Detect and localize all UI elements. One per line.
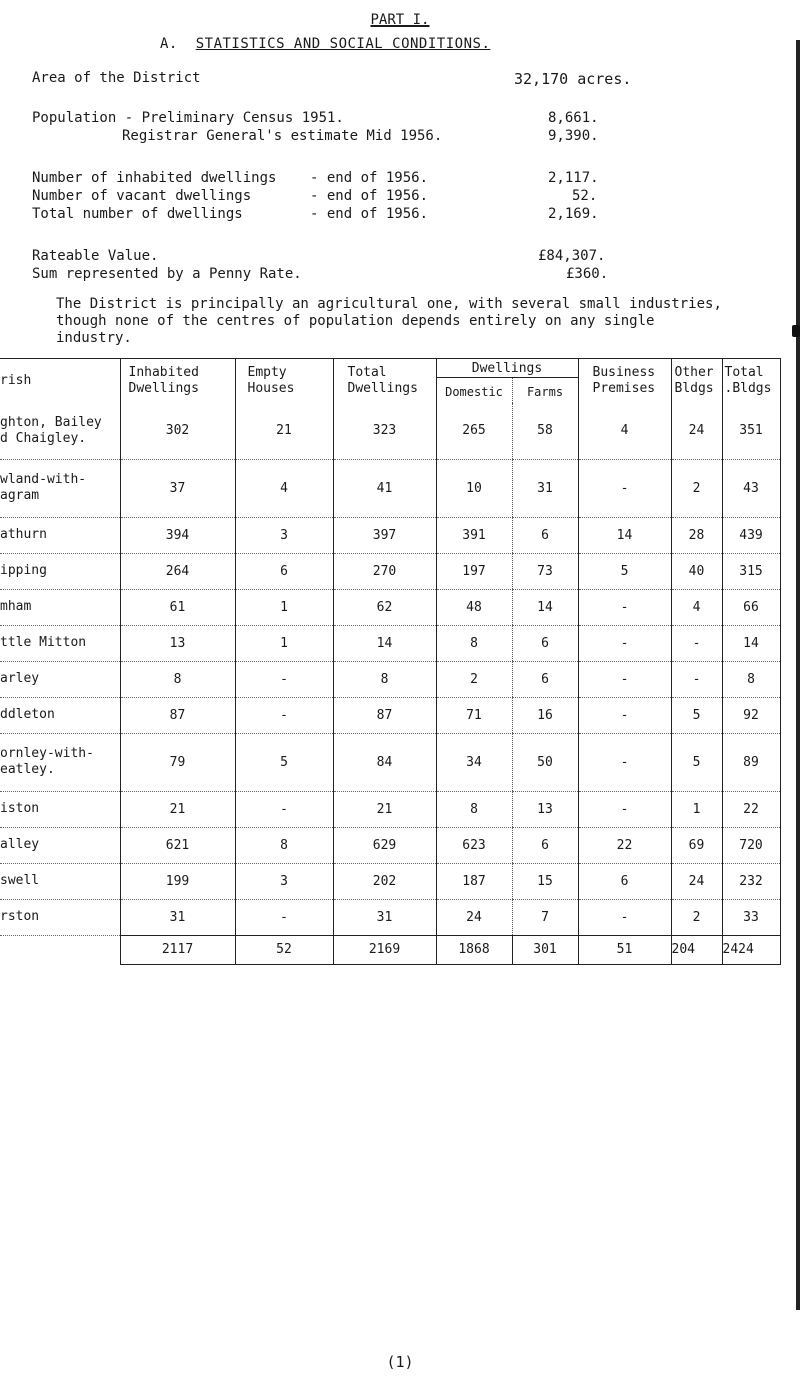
parish-name: athurn	[0, 517, 120, 553]
inhabited-cell: 87	[120, 697, 235, 733]
header-total-buildings: Total .Bldgs	[722, 359, 780, 404]
table-row	[0, 791, 780, 827]
population-estimate-value: 9,390.	[548, 128, 599, 144]
header-empty-houses: Empty Houses	[235, 359, 333, 404]
total-buildings-cell: 89	[722, 733, 780, 791]
inhabited-cell: 37	[120, 459, 235, 517]
population-value: 8,661.	[548, 110, 599, 126]
rateable-value: £84,307.	[538, 248, 606, 264]
other-cell: 28	[671, 517, 722, 553]
inhabited-cell: 199	[120, 863, 235, 899]
other-cell: -	[671, 625, 722, 661]
parish-name: alley	[0, 827, 120, 863]
vacant-dwellings-label: Number of vacant dwellings	[32, 188, 252, 204]
empty-cell: 8	[235, 827, 333, 863]
total-buildings-cell: 66	[722, 589, 780, 625]
empty-cell: -	[235, 661, 333, 697]
inhabited-dwellings-period: - end of 1956.	[310, 170, 429, 186]
parish-name: swell	[0, 863, 120, 899]
table-row	[0, 899, 780, 935]
section-title: STATISTICS AND SOCIAL CONDITIONS.	[195, 36, 491, 52]
header-business-premises: Business Premises	[578, 359, 671, 404]
farms-cell: 15	[512, 863, 578, 899]
farms-cell: 7	[512, 899, 578, 935]
table-row	[0, 403, 780, 459]
header-farms: Farms	[512, 378, 578, 404]
total-buildings-cell: 22	[722, 791, 780, 827]
header-total-dwellings: Total Dwellings	[333, 359, 436, 404]
header-parish: rish	[0, 359, 120, 404]
total-dwellings-cell: 323	[333, 403, 436, 459]
domestic-cell: 8	[436, 791, 512, 827]
business-cell: -	[578, 697, 671, 733]
business-cell: 22	[578, 827, 671, 863]
business-cell: -	[578, 791, 671, 827]
empty-cell: 5	[235, 733, 333, 791]
farms-cell: 50	[512, 733, 578, 791]
total-dwellings-cell: 202	[333, 863, 436, 899]
other-cell: 2	[671, 459, 722, 517]
inhabited-dwellings-value: 2,117.	[548, 170, 599, 186]
area-label: Area of the District	[32, 70, 201, 86]
farms-cell: 14	[512, 589, 578, 625]
farms-cell: 13	[512, 791, 578, 827]
parish-name: ornley-with- eatley.	[0, 733, 120, 791]
inhabited-dwellings-label: Number of inhabited dwellings	[32, 170, 277, 186]
parish-name: ttle Mitton	[0, 625, 120, 661]
table-body	[0, 403, 780, 964]
other-cell: 2	[671, 899, 722, 935]
empty-cell: 6	[235, 553, 333, 589]
empty-cell: 4	[235, 459, 333, 517]
total-buildings-cell: 315	[722, 553, 780, 589]
header-inhabited: Inhabited Dwellings	[120, 359, 235, 404]
section-heading	[160, 36, 490, 52]
total-dwellings-cell: 270	[333, 553, 436, 589]
total-dwellings-cell: 14	[333, 625, 436, 661]
population-estimate-label: Registrar General's estimate Mid 1956.	[122, 128, 443, 144]
total-dwellings-cell: 629	[333, 827, 436, 863]
part-heading: PART I.	[370, 12, 430, 28]
inhabited-cell: 61	[120, 589, 235, 625]
total-buildings-cell: 92	[722, 697, 780, 733]
farms-cell: 6	[512, 661, 578, 697]
other-cell: 5	[671, 733, 722, 791]
parish-name: ipping	[0, 553, 120, 589]
domestic-cell: 391	[436, 517, 512, 553]
penny-rate-value: £360.	[566, 266, 609, 282]
empty-cell: 1	[235, 589, 333, 625]
vacant-dwellings-period: - end of 1956.	[310, 188, 429, 204]
domestic-cell: 197	[436, 553, 512, 589]
inhabited-cell: 621	[120, 827, 235, 863]
inhabited-cell: 394	[120, 517, 235, 553]
total-buildings-cell: 439	[722, 517, 780, 553]
total-buildings-cell: 720	[722, 827, 780, 863]
table-row	[0, 733, 780, 791]
farms-cell: 31	[512, 459, 578, 517]
domestic-cell: 71	[436, 697, 512, 733]
total-dwellings-cell: 62	[333, 589, 436, 625]
empty-cell: 21	[235, 403, 333, 459]
domestic-cell: 2	[436, 661, 512, 697]
parish-name: rston	[0, 899, 120, 935]
parish-name: arley	[0, 661, 120, 697]
parish-name: wland-with- agram	[0, 459, 120, 517]
parish-name: ghton, Bailey d Chaigley.	[0, 403, 120, 459]
empty-cell: 3	[235, 863, 333, 899]
total-cell: 2424	[722, 935, 780, 964]
total-buildings-cell: 351	[722, 403, 780, 459]
domestic-cell: 48	[436, 589, 512, 625]
table-row	[0, 553, 780, 589]
total-dwellings-cell: 31	[333, 899, 436, 935]
total-dwellings-value: 2,169.	[548, 206, 599, 222]
page-edge-shadow	[796, 40, 800, 1310]
total-dwellings-cell: 84	[333, 733, 436, 791]
domestic-cell: 8	[436, 625, 512, 661]
business-cell: -	[578, 661, 671, 697]
business-cell: 6	[578, 863, 671, 899]
inhabited-cell: 302	[120, 403, 235, 459]
other-cell: 69	[671, 827, 722, 863]
total-cell: 2169	[333, 935, 436, 964]
inhabited-cell: 13	[120, 625, 235, 661]
business-cell: 4	[578, 403, 671, 459]
totals-label	[0, 935, 120, 964]
other-cell: 40	[671, 553, 722, 589]
table-header-row	[0, 359, 780, 378]
inhabited-cell: 31	[120, 899, 235, 935]
business-cell: -	[578, 625, 671, 661]
other-cell: 4	[671, 589, 722, 625]
empty-cell: -	[235, 791, 333, 827]
farms-cell: 58	[512, 403, 578, 459]
table-row	[0, 697, 780, 733]
total-buildings-cell: 14	[722, 625, 780, 661]
table-row	[0, 517, 780, 553]
business-cell: 14	[578, 517, 671, 553]
other-cell: 24	[671, 863, 722, 899]
parish-name: mham	[0, 589, 120, 625]
business-cell: 5	[578, 553, 671, 589]
other-cell: 5	[671, 697, 722, 733]
table-row	[0, 827, 780, 863]
inhabited-cell: 79	[120, 733, 235, 791]
total-cell: 2117	[120, 935, 235, 964]
header-other-buildings: Other Bldgs	[671, 359, 722, 404]
parish-name: iston	[0, 791, 120, 827]
table-row	[0, 589, 780, 625]
total-dwellings-cell: 41	[333, 459, 436, 517]
page-number: (1)	[386, 1353, 414, 1371]
empty-cell: -	[235, 899, 333, 935]
penny-rate-label: Sum represented by a Penny Rate.	[32, 266, 302, 282]
total-buildings-cell: 43	[722, 459, 780, 517]
total-cell: 301	[512, 935, 578, 964]
section-letter: A.	[160, 36, 178, 52]
rateable-value-label: Rateable Value.	[32, 248, 159, 264]
header-dwellings-group: Dwellings	[436, 359, 578, 378]
table-row	[0, 459, 780, 517]
total-dwellings-label: Total number of dwellings	[32, 206, 243, 222]
table-row	[0, 661, 780, 697]
total-dwellings-cell: 8	[333, 661, 436, 697]
domestic-cell: 187	[436, 863, 512, 899]
empty-cell: 1	[235, 625, 333, 661]
header-domestic: Domestic	[436, 378, 512, 404]
total-cell: 51	[578, 935, 671, 964]
parish-statistics-table	[0, 358, 781, 965]
domestic-cell: 10	[436, 459, 512, 517]
population-label: Population - Preliminary Census 1951.	[32, 110, 344, 126]
total-buildings-cell: 33	[722, 899, 780, 935]
total-cell: 52	[235, 935, 333, 964]
other-cell: 1	[671, 791, 722, 827]
farms-cell: 6	[512, 517, 578, 553]
business-cell: -	[578, 733, 671, 791]
other-cell: -	[671, 661, 722, 697]
empty-cell: 3	[235, 517, 333, 553]
domestic-cell: 265	[436, 403, 512, 459]
table-row	[0, 625, 780, 661]
table-row	[0, 863, 780, 899]
domestic-cell: 623	[436, 827, 512, 863]
inhabited-cell: 21	[120, 791, 235, 827]
total-dwellings-cell: 397	[333, 517, 436, 553]
domestic-cell: 24	[436, 899, 512, 935]
farms-cell: 6	[512, 625, 578, 661]
total-buildings-cell: 8	[722, 661, 780, 697]
farms-cell: 16	[512, 697, 578, 733]
area-value: 32,170 acres.	[514, 70, 632, 88]
totals-row	[0, 935, 780, 964]
total-buildings-cell: 232	[722, 863, 780, 899]
total-dwellings-cell: 21	[333, 791, 436, 827]
business-cell: -	[578, 589, 671, 625]
total-dwellings-cell: 87	[333, 697, 436, 733]
domestic-cell: 34	[436, 733, 512, 791]
farms-cell: 73	[512, 553, 578, 589]
vacant-dwellings-value: 52.	[572, 188, 598, 204]
inhabited-cell: 8	[120, 661, 235, 697]
business-cell: -	[578, 459, 671, 517]
total-dwellings-period: - end of 1956.	[310, 206, 429, 222]
scan-mark	[792, 325, 800, 337]
inhabited-cell: 264	[120, 553, 235, 589]
parish-name: ddleton	[0, 697, 120, 733]
empty-cell: -	[235, 697, 333, 733]
district-description: The District is principally an agricultural one, with several small industries, though none of the centres of population depends entirely on any single industry.	[56, 296, 722, 346]
business-cell: -	[578, 899, 671, 935]
total-cell: 1868	[436, 935, 512, 964]
total-cell: 204	[671, 935, 722, 964]
other-cell: 24	[671, 403, 722, 459]
farms-cell: 6	[512, 827, 578, 863]
